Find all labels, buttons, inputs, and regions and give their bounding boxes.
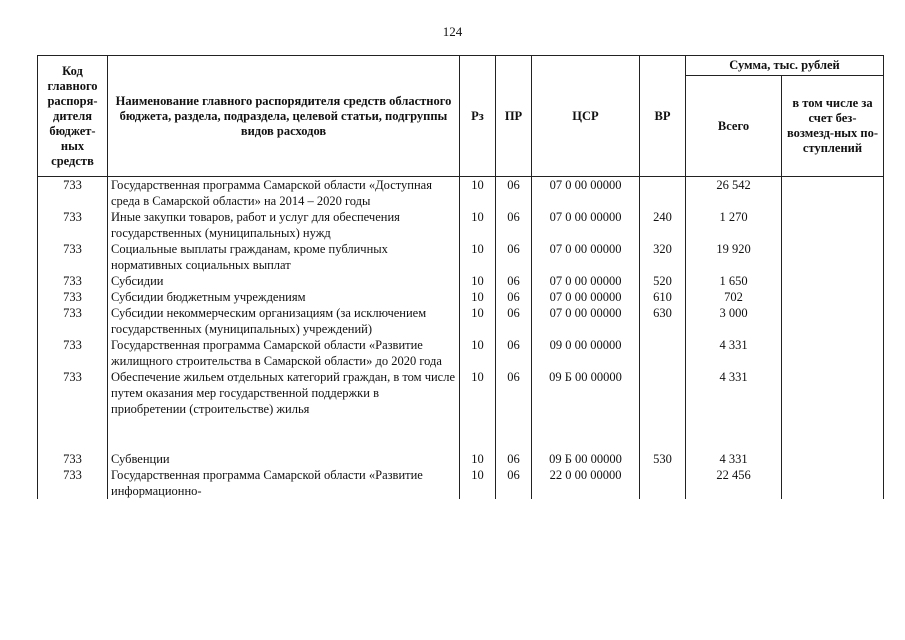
table-row (38, 209, 884, 241)
cell-csr: 07 0 00 00000 (532, 177, 640, 210)
cell-total: 19 920 (686, 241, 782, 273)
cell-code: 733 (38, 467, 108, 499)
cell-code: 733 (38, 337, 108, 369)
table-row (38, 467, 884, 499)
cell-name: Субвенции (108, 451, 460, 467)
cell-csr: 09 Б 00 00000 (532, 369, 640, 451)
cell-total: 702 (686, 289, 782, 305)
cell-pr: 06 (496, 337, 532, 369)
cell-csr: 07 0 00 00000 (532, 289, 640, 305)
cell-gratis (782, 289, 884, 305)
cell-total: 1 270 (686, 209, 782, 241)
cell-name: Субсидии бюджетным учреждениям (108, 289, 460, 305)
cell-name: Социальные выплаты гражданам, кроме публичных нормативных социальных выплат (108, 241, 460, 273)
cell-pr: 06 (496, 209, 532, 241)
table-row (38, 273, 884, 289)
cell-total: 1 650 (686, 273, 782, 289)
cell-vr: 240 (640, 209, 686, 241)
cell-code: 733 (38, 289, 108, 305)
header-sum-group: Сумма, тыс. рублей (686, 56, 884, 76)
cell-gratis (782, 273, 884, 289)
header-total: Всего (686, 76, 782, 177)
cell-csr: 07 0 00 00000 (532, 273, 640, 289)
cell-pr: 06 (496, 273, 532, 289)
cell-csr: 09 Б 00 00000 (532, 451, 640, 467)
cell-pr: 06 (496, 369, 532, 451)
cell-vr: 610 (640, 289, 686, 305)
cell-vr: 520 (640, 273, 686, 289)
cell-vr: 630 (640, 305, 686, 337)
cell-total: 26 542 (686, 177, 782, 210)
cell-pr: 06 (496, 241, 532, 273)
header-row-top (38, 56, 884, 76)
cell-code: 733 (38, 369, 108, 451)
header-name: Наименование главного распорядителя средств областного бюджета, раздела, подраздела, целевой статьи, подгруппы видов расходов (108, 56, 460, 177)
cell-name: Обеспечение жильем отдельных категорий граждан, в том числе путем оказания мер государственной поддержки в приобретении (строительстве) жилья (108, 369, 460, 451)
cell-rz: 10 (460, 273, 496, 289)
budget-table (37, 55, 884, 499)
cell-code: 733 (38, 209, 108, 241)
header-rz: Рз (460, 56, 496, 177)
cell-name: Субсидии некоммерческим организациям (за исключением государственных (муниципальных) учреждений) (108, 305, 460, 337)
cell-code: 733 (38, 273, 108, 289)
cell-rz: 10 (460, 369, 496, 451)
cell-name: Государственная программа Самарской области «Развитие жилищного строительства в Самарской области» до 2020 года (108, 337, 460, 369)
cell-gratis (782, 467, 884, 499)
cell-rz: 10 (460, 467, 496, 499)
cell-vr (640, 177, 686, 210)
cell-vr: 320 (640, 241, 686, 273)
cell-rz: 10 (460, 337, 496, 369)
header-gratis: в том числе за счет без-возмезд-ных по-ступлений (782, 76, 884, 177)
cell-rz: 10 (460, 305, 496, 337)
cell-pr: 06 (496, 177, 532, 210)
cell-code: 733 (38, 451, 108, 467)
cell-pr: 06 (496, 451, 532, 467)
header-vr: ВР (640, 56, 686, 177)
cell-gratis (782, 209, 884, 241)
table-row (38, 305, 884, 337)
cell-rz: 10 (460, 241, 496, 273)
cell-total: 22 456 (686, 467, 782, 499)
cell-csr: 07 0 00 00000 (532, 209, 640, 241)
cell-rz: 10 (460, 177, 496, 210)
cell-csr: 07 0 00 00000 (532, 241, 640, 273)
cell-name: Иные закупки товаров, работ и услуг для обеспечения государственных (муниципальных) нужд (108, 209, 460, 241)
cell-code: 733 (38, 177, 108, 210)
table-row (38, 369, 884, 451)
header-csr: ЦСР (532, 56, 640, 177)
cell-code: 733 (38, 305, 108, 337)
cell-gratis (782, 451, 884, 467)
cell-pr: 06 (496, 467, 532, 499)
header-code: Код главного распоря-дителя бюджет-ных средств (38, 56, 108, 177)
cell-rz: 10 (460, 289, 496, 305)
cell-total: 4 331 (686, 451, 782, 467)
table-row (38, 451, 884, 467)
cell-pr: 06 (496, 289, 532, 305)
cell-vr (640, 467, 686, 499)
cell-csr: 22 0 00 00000 (532, 467, 640, 499)
table-row (38, 177, 884, 210)
cell-vr (640, 369, 686, 451)
page-number: 124 (442, 24, 463, 39)
table-row (38, 289, 884, 305)
cell-csr: 09 0 00 00000 (532, 337, 640, 369)
cell-gratis (782, 337, 884, 369)
cell-name: Государственная программа Самарской области «Доступная среда в Самарской области» на 2014 – 2020 годы (108, 177, 460, 210)
table-row (38, 241, 884, 273)
cell-total: 4 331 (686, 337, 782, 369)
cell-vr: 530 (640, 451, 686, 467)
cell-csr: 07 0 00 00000 (532, 305, 640, 337)
cell-name: Государственная программа Самарской области «Развитие информационно- (108, 467, 460, 499)
cell-name: Субсидии (108, 273, 460, 289)
cell-rz: 10 (460, 451, 496, 467)
cell-pr: 06 (496, 305, 532, 337)
table-row (38, 337, 884, 369)
cell-rz: 10 (460, 209, 496, 241)
cell-total: 3 000 (686, 305, 782, 337)
cell-gratis (782, 241, 884, 273)
cell-gratis (782, 369, 884, 451)
cell-gratis (782, 177, 884, 210)
header-pr: ПР (496, 56, 532, 177)
cell-total: 4 331 (686, 369, 782, 451)
cell-vr (640, 337, 686, 369)
cell-code: 733 (38, 241, 108, 273)
cell-gratis (782, 305, 884, 337)
